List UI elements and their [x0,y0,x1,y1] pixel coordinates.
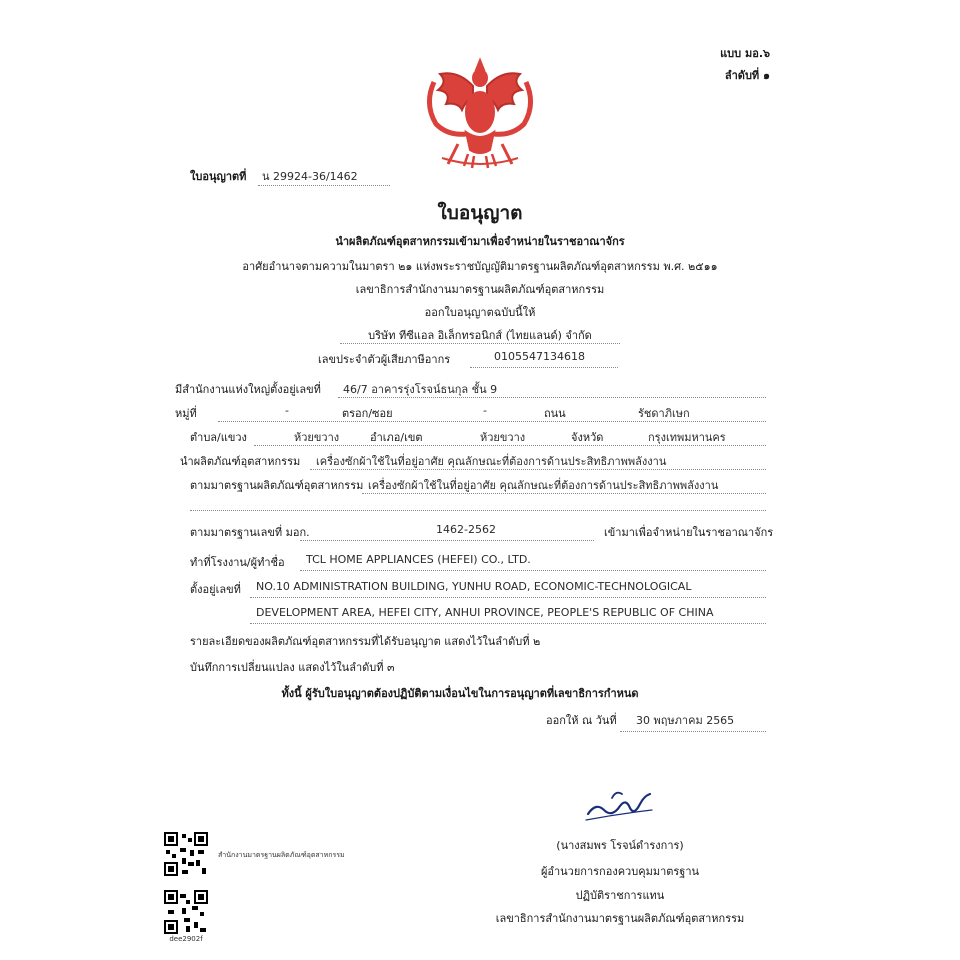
dotted-line [300,540,594,541]
license-condition: ทั้งนี้ ผู้รับใบอนุญาตต้องปฏิบัติตามเงื่อนไขในการอนุญาตที่เลขาธิการกำหนด [281,687,639,700]
tax-id-label: เลขประจำตัวผู้เสียภาษีอากร [318,353,451,366]
road-label: ถนน [544,407,566,420]
note-detail: รายละเอียดของผลิตภัณฑ์อุตสาหกรรมที่ได้รับอนุญาต แสดงไว้ในลำดับที่ ๒ [190,635,541,648]
manufacturer-addr-line-1: NO.10 ADMINISTRATION BUILDING, YUNHU ROAD, ECONOMIC-TECHNOLOGICAL [256,580,692,593]
dotted-line [362,493,766,494]
hq-label: มีสำนักงานแห่งใหญ่ตั้งอยู่เลขที่ [175,383,321,396]
qr-code-icon[interactable] [164,832,208,876]
signatory-name: (นางสมพร โรจน์ดำรงการ) [556,839,684,852]
subdistrict-label: ตำบล/แขวง [190,431,247,444]
road-value: รัชดาภิเษก [638,407,690,420]
signatory-title-3: เลขาธิการสำนักงานมาตรฐานผลิตภัณฑ์อุตสาหกรรม [495,912,745,925]
dotted-line [250,597,766,598]
dotted-line [250,623,766,624]
dotted-line [190,510,766,511]
manufacturer-label: ทำที่โรงงาน/ผู้ทำชื่อ [190,556,285,569]
dotted-line [258,185,390,186]
dotted-line [218,421,766,422]
preamble-line-2: เลขาธิการสำนักงานมาตรฐานผลิตภัณฑ์อุตสาหกรรม [355,283,605,296]
province-value: กรุงเทพมหานคร [648,431,726,444]
signature-icon [582,784,656,826]
document-subtitle: นำผลิตภัณฑ์อุตสาหกรรมเข้ามาเพื่อจำหน่ายในราชอาณาจักร [335,235,625,248]
form-sequence: ลำดับที่ ๑ [724,69,770,82]
standard-label: ตามมาตรฐานผลิตภัณฑ์อุตสาหกรรม [190,479,364,492]
subdistrict-value: ห้วยขวาง [294,431,340,444]
license-no-value: น 29924-36/1462 [262,170,358,183]
form-code: แบบ มอ.๖ [720,47,770,60]
dotted-line [254,445,766,446]
document-title: ใบอนุญาต [437,202,523,224]
soi-value: - [483,404,487,417]
dotted-line [620,731,766,732]
standard-value: เครื่องซักผ้าใช้ในที่อยู่อาศัย คุณลักษณะที่ต้องการด้านประสิทธิภาพพลังงาน [368,479,719,492]
product-label: นำผลิตภัณฑ์อุตสาหกรรม [180,455,301,468]
preamble-line-3: ออกใบอนุญาตฉบับนี้ให้ [424,306,536,319]
dotted-line [340,343,620,344]
import-text: เข้ามาเพื่อจำหน่ายในราชอาณาจักร [604,526,774,539]
province-label: จังหวัด [571,431,604,444]
garuda-emblem-icon [418,52,542,170]
dotted-line [338,397,766,398]
dotted-line [300,570,766,571]
signatory-title-1: ผู้อำนวยการกองควบคุมมาตรฐาน [540,865,700,878]
issued-label: ออกให้ ณ วันที่ [546,714,617,727]
dotted-line [470,367,618,368]
signatory-title-2: ปฏิบัติราชการแทน [575,889,665,902]
tax-id-value: 0105547134618 [494,350,585,363]
soi-label: ตรอก/ซอย [342,407,393,420]
manufacturer-addr-line-2: DEVELOPMENT AREA, HEFEI CITY, ANHUI PROVINCE, PEOPLE'S REPUBLIC OF CHINA [256,606,714,619]
moo-label: หมู่ที่ [175,407,197,420]
qr-code-icon[interactable] [164,890,208,934]
district-label: อำเภอ/เขต [370,431,423,444]
qr-code-text: dee2902f [169,935,203,943]
license-no-label: ใบอนุญาตที่ [190,170,247,183]
standard-no-label: ตามมาตรฐานเลขที่ มอก. [190,526,310,539]
qr-caption: สำนักงานมาตรฐานผลิตภัณฑ์อุตสาหกรรม [218,851,345,859]
dotted-line [310,469,766,470]
moo-value: - [285,404,289,417]
preamble-line-1: อาศัยอำนาจตามความในมาตรา ๒๑ แห่งพระราชบัญญัติมาตรฐานผลิตภัณฑ์อุตสาหกรรม พ.ศ. ๒๕๑๑ [242,260,718,273]
note-changes: บันทึกการเปลี่ยนแปลง แสดงไว้ในลำดับที่ ๓ [190,661,395,674]
product-value: เครื่องซักผ้าใช้ในที่อยู่อาศัย คุณลักษณะที่ต้องการด้านประสิทธิภาพพลังงาน [316,455,667,468]
manufacturer-value: TCL HOME APPLIANCES (HEFEI) CO., LTD. [306,553,531,566]
manufacturer-addr-label: ตั้งอยู่เลขที่ [190,583,241,596]
company-name: บริษัท ทีซีแอล อิเล็กทรอนิกส์ (ไทยแลนด์) จำกัด [368,329,592,342]
standard-no-value: 1462-2562 [436,523,496,536]
issued-date: 30 พฤษภาคม 2565 [636,714,735,727]
district-value: ห้วยขวาง [480,431,526,444]
hq-value: 46/7 อาคารรุ่งโรจน์ธนกุล ชั้น 9 [343,383,498,396]
